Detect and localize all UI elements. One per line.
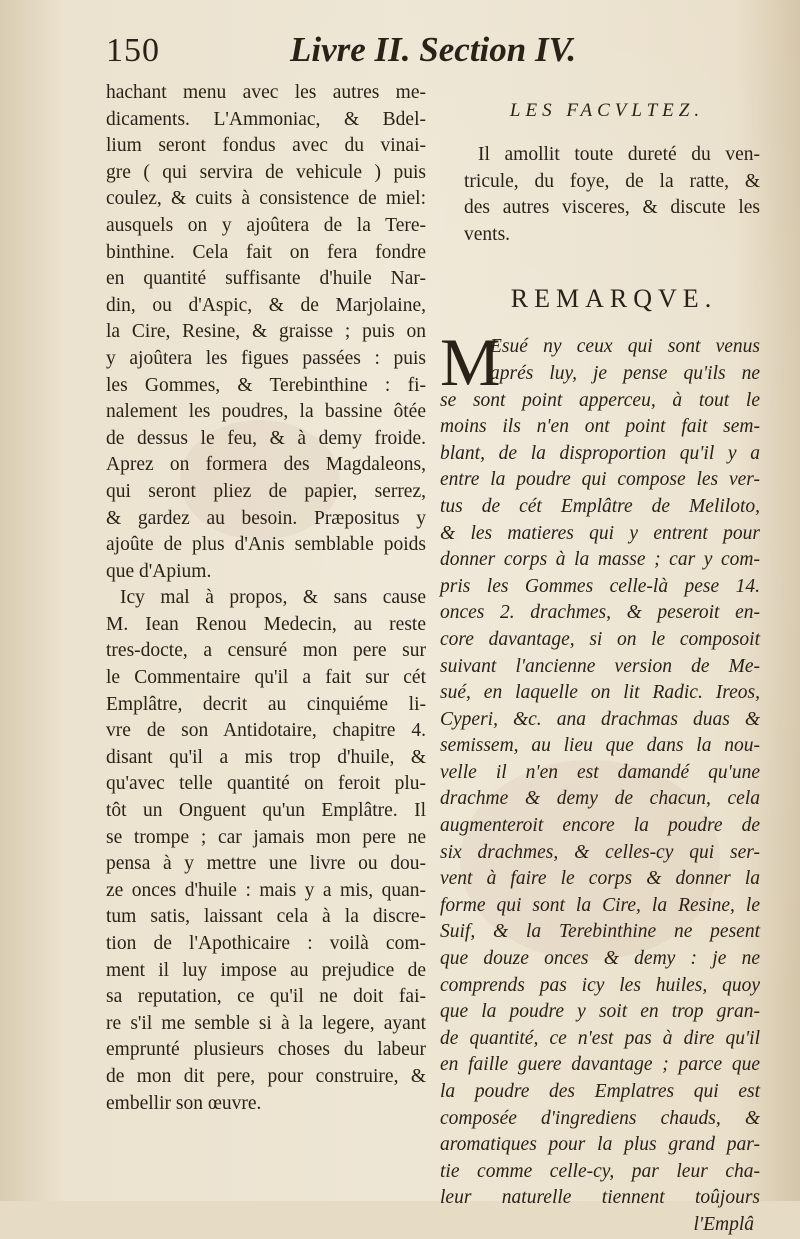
text-line: Emplâtre, decrit au cinquiéme li-: [106, 693, 426, 715]
remarque-line: onces 2. drachmes, & peseroit en-: [440, 602, 760, 624]
text-line: ze onces d'huile : mais y a mis, quan-: [106, 879, 426, 901]
remarque-line: la poudre des Emplatres qui est: [440, 1081, 760, 1102]
text-line: Aprez on formera des Magdaleons,: [106, 454, 426, 476]
text-line: dicaments. L'Ammoniac, & Bdel-: [106, 108, 426, 130]
text-line: qu'avec telle quantité on feroit plu-: [106, 773, 426, 795]
remarque-line: core davantage, si on le composoit: [440, 628, 760, 650]
remarque-line: sué, en laquelle on lit Radic. Ireos,: [440, 682, 760, 704]
left-column: [106, 80, 426, 1117]
text-line: tum satis, laissant cela à la discre-: [106, 906, 426, 928]
remarque-line: vent à faire le corps & donner la: [440, 868, 760, 890]
text-line: disant qu'il a mis trop d'huile, &: [106, 746, 426, 768]
text-line: gre ( qui servira de vehicule ) puis: [106, 161, 426, 183]
remarque-line: donner corps à la masse ; car y com-: [440, 549, 760, 571]
faculties-line: vents.: [464, 223, 511, 245]
remarque-line: aprés luy, je pense qu'ils ne: [490, 362, 760, 384]
remarque-line: que la poudre y soit en trop gran-: [440, 1001, 760, 1023]
text-line: emprunté plusieurs choses du labeur: [106, 1039, 426, 1061]
text-line: que d'Apium.: [106, 560, 212, 582]
remarque-line: aromatiques pour la plus grand par-: [440, 1134, 760, 1156]
text-line: lium seront fondus avec du vinai-: [106, 135, 426, 157]
text-line: le Commentaire qu'il a fait sur cét: [106, 667, 426, 689]
remarque-line: leur naturelle tiennent toûjours: [440, 1187, 760, 1209]
remarque-line: Suif, & la Terebinthine ne pesent: [440, 921, 760, 943]
right-column: [440, 92, 760, 1239]
text-line: tôt un Onguent qu'un Emplâtre. Il: [106, 800, 426, 822]
text-line: binthine. Cela fait on fera fondre: [106, 241, 426, 263]
text-line: la Cire, Resine, & graisse ; puis on: [106, 321, 426, 343]
remarque-line: tus de cét Emplâtre de Meliloto,: [440, 495, 760, 517]
faculties-text: [440, 142, 760, 248]
remarque-line: que douze onces & demy : je ne: [440, 948, 760, 970]
remarque-line: en faille guere davantage ; parce que: [440, 1054, 760, 1076]
text-line: y ajoûtera les figues passées : puis: [106, 347, 426, 369]
remarque-line: drachme & demy de chacun, cela: [440, 788, 760, 810]
text-line: de mon dit pere, pour construire, &: [106, 1065, 426, 1087]
remarque-line: velle il n'en est damandé qu'une: [440, 761, 760, 783]
faculties-line: Il amollit toute dureté du ven-: [478, 144, 760, 165]
remarque-line: six drachmes, & celles-cy qui ser-: [440, 841, 760, 863]
header-title: Livre II. Section IV.: [290, 30, 577, 69]
text-line: les Gommes, & Terebinthine : fi-: [106, 374, 426, 396]
text-line: qui seront pliez de papier, serrez,: [106, 480, 426, 502]
page-number: 150: [106, 32, 160, 69]
remarque-line: forme qui sont la Cire, la Resine, le: [440, 894, 760, 916]
text-line: ment il luy impose au prejudice de: [106, 959, 426, 981]
text-line: embellir son œuvre.: [106, 1092, 262, 1114]
text-line: de dessus le feu, & à demy froide.: [106, 427, 426, 449]
text-line: en quantité suffisante d'huile Nar-: [106, 268, 426, 290]
remarque-line: & les matieres qui y entrent pour: [440, 522, 760, 544]
remarque-line: moins ils n'en ont point fait sem-: [440, 416, 760, 438]
text-line: vre de son Antidotaire, chapitre 4.: [106, 720, 426, 742]
text-line: tres-docte, a censuré mon pere sur: [106, 640, 426, 662]
text-line: din, ou d'Aspic, & de Marjolaine,: [106, 294, 426, 316]
remarque-line: Cyperi, &c. ana drachmas duas &: [440, 708, 760, 730]
remarque-line: semissem, au lieu que dans la nou-: [440, 735, 760, 757]
remarque-line: comprends pas icy les huiles, quoy: [440, 974, 760, 996]
text-line: M. Iean Renou Medecin, au reste: [106, 613, 426, 635]
remarque-heading: REMARQVE.: [510, 284, 718, 314]
text-line: nalement les poudres, la bassine ôtée: [106, 401, 426, 423]
text-line: se trompe ; car jamais mon pere ne: [106, 826, 426, 848]
text-line: re s'il me semble si à la legere, ayant: [106, 1012, 426, 1034]
faculties-line: des autres visceres, & discute les: [464, 197, 760, 219]
remarque-line: tie comme celle-cy, par leur cha-: [440, 1160, 760, 1182]
text-line: & gardez au besoin. Præpositus y: [106, 507, 426, 529]
remarque-line: augmenteroit encore la poudre de: [440, 815, 760, 837]
remarque-line: Esué ny ceux qui sont venus: [490, 336, 760, 358]
text-line: hachant menu avec les autres me-: [106, 82, 426, 103]
text-line: tion de l'Apothicaire : voilà com-: [106, 933, 426, 954]
remarque-line: blant, de la disproportion qu'il y a: [440, 442, 760, 464]
remarque-line: composée d'ingrediens chauds, &: [440, 1107, 760, 1129]
remarque-line: entre la poudre qui compose les ver-: [440, 469, 760, 491]
text-line: Icy mal à propos, & sans cause: [120, 587, 426, 609]
faculties-heading: LES FACVLTEZ.: [509, 100, 705, 121]
text-line: pensa à y mettre une livre ou dou-: [106, 853, 426, 875]
drop-cap: M: [440, 324, 501, 401]
remarque-line: pris les Gommes celle-là pese 14.: [440, 575, 760, 597]
faculties-line: tricule, du foye, de la ratte, &: [464, 170, 760, 192]
running-head: [100, 28, 760, 78]
remarque-line: se sont point apperceu, à tout le: [440, 389, 760, 411]
text-line: coulez, & cuits à consistence de miel:: [106, 188, 426, 210]
catchword: l'Emplâ: [693, 1213, 754, 1235]
remarque-line: de quantité, ce n'est pas à dire qu'il: [440, 1027, 760, 1049]
text-line: sa reputation, ce qu'il ne doit fai-: [106, 986, 426, 1008]
text-line: ajoûte de plus d'Anis semblable poids: [106, 534, 426, 556]
remarque-text: [440, 324, 760, 1212]
remarque-line: suivant l'ancienne version de Me-: [440, 655, 760, 677]
text-line: ausquels on y ajoûtera de la Tere-: [106, 214, 426, 236]
